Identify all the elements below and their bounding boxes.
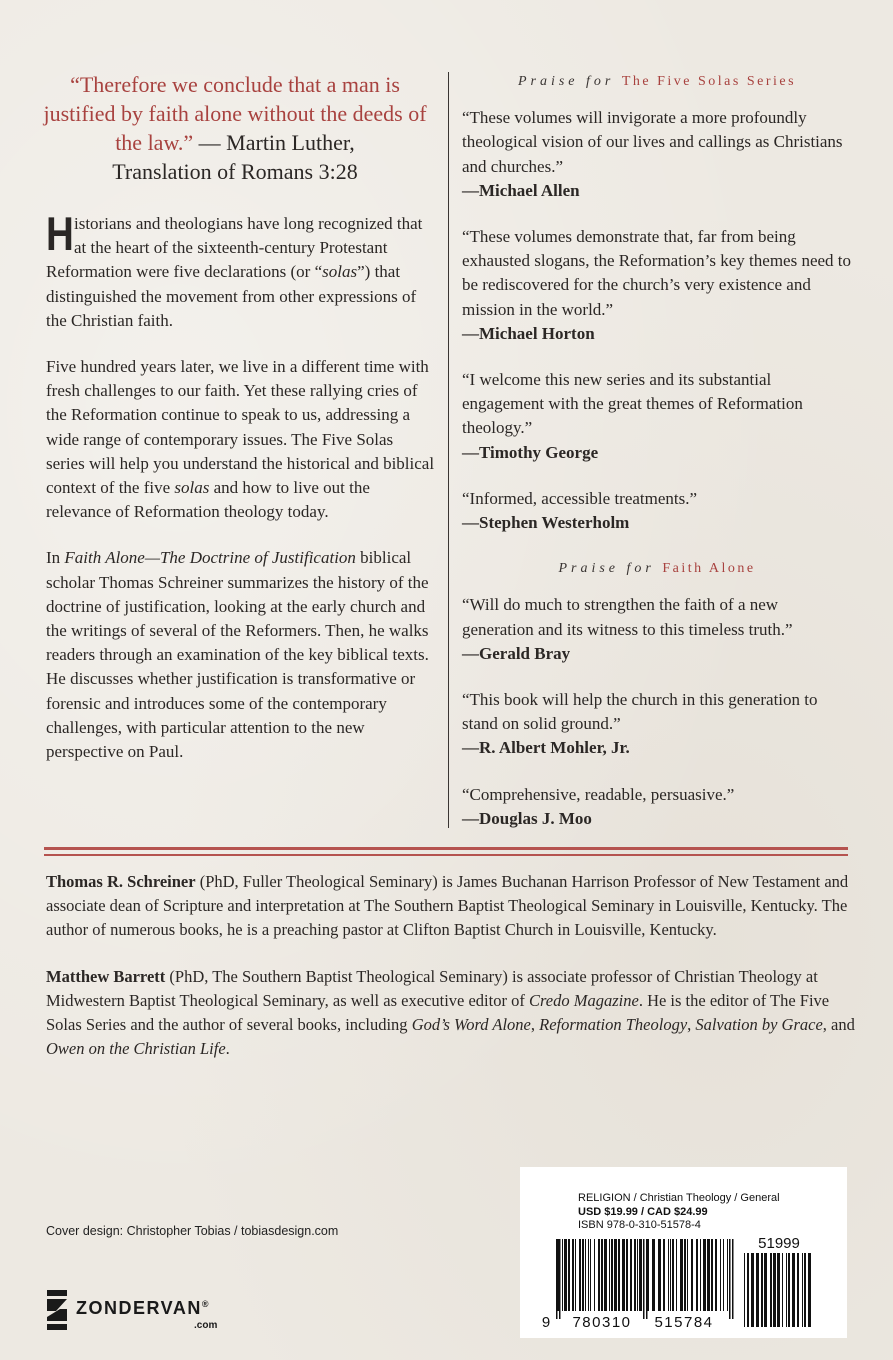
barcode-bar <box>626 1239 628 1311</box>
barcode-bar <box>711 1239 713 1311</box>
barcode-bar <box>670 1239 671 1311</box>
publisher-domain: .com <box>194 1320 218 1331</box>
barcode-digits-right: 515784 <box>654 1314 714 1331</box>
author-bios <box>46 870 856 1083</box>
intro-paragraph-2: Five hundred years later, we live in a different time with fresh challenges to our faith. Yet these rallying cries of the Reformation continue to speak to us, addressing a wide range of contemporary issues. The Five Solas series will help you understand the historical and biblical context of the five solas and how to live out the relevance of Reformation theology today. <box>46 357 435 522</box>
barcode-bar <box>715 1239 717 1311</box>
barcode-guard-bar <box>556 1239 558 1319</box>
barcode-bar <box>747 1253 749 1327</box>
barcode-bar <box>792 1253 795 1327</box>
barcode-bar <box>770 1253 772 1327</box>
barcode-guard-bar <box>646 1239 648 1319</box>
barcode-bar <box>703 1239 706 1311</box>
barcode-graphic <box>536 1235 836 1331</box>
drop-cap: H <box>46 207 74 260</box>
praise-book-heading: Praise for Faith Alone <box>558 561 756 577</box>
epigraph <box>40 70 430 186</box>
praise-quote: “These volumes will invigorate a more profoundly theological vision of our lives and callings as Christians and churches.” —Michael Allen <box>462 108 843 200</box>
praise-quote: “Comprehensive, readable, persuasive.” —Douglas J. Moo <box>462 784 735 828</box>
barcode-panel <box>520 1167 847 1338</box>
barcode-bar <box>568 1239 570 1311</box>
barcode-guard-bar <box>559 1239 561 1319</box>
barcode-bar <box>691 1239 693 1311</box>
barcode-guard-bar <box>732 1239 734 1319</box>
zondervan-logo-icon <box>46 1290 72 1330</box>
epigraph-quote: “Therefore we conclude that a man is justified by faith alone without the deeds of the law.” <box>43 72 427 155</box>
isbn-label: ISBN 978-0-310-51578-4 <box>578 1219 701 1231</box>
publisher-name: ZONDERVAN® <box>76 1298 210 1318</box>
barcode-bar <box>723 1239 724 1311</box>
barcode-bar <box>808 1253 811 1327</box>
barcode-bar <box>687 1239 688 1311</box>
barcode-bar <box>579 1239 581 1311</box>
barcode-bar <box>611 1239 613 1311</box>
epigraph-source: Translation of Romans 3:28 <box>112 159 358 184</box>
barcode-bar <box>618 1239 620 1311</box>
barcode-bar <box>652 1239 655 1311</box>
barcode-bar <box>764 1253 767 1327</box>
praise-column <box>462 70 852 853</box>
barcode-bar <box>598 1239 600 1311</box>
publisher-logo <box>46 1290 218 1335</box>
isbn-barcode-bars <box>556 1239 734 1319</box>
praise-quote: “These volumes demonstrate that, far from being exhausted slogans, the Reformation’s key themes need to be rediscovered for the church’s very existence and mission in the world.” —Michael Horton <box>462 227 852 343</box>
description <box>46 207 436 786</box>
barcode-bar <box>564 1239 567 1311</box>
barcode-bar <box>684 1239 686 1311</box>
barcode-bar <box>786 1253 787 1327</box>
price-label: USD $19.99 / CAD $24.99 <box>578 1205 708 1218</box>
barcode-bar <box>676 1239 677 1311</box>
barcode-bar <box>672 1239 674 1311</box>
barcode-first-digit: 9 <box>541 1314 551 1331</box>
author-bio: Matthew Barrett (PhD, The Southern Baptist Theological Seminary) is associate professor of Christian Theology at Midwestern Baptist Theological Seminary, as well as executive editor of Credo Magazine. He is the editor of The Five Solas Series and the author of several books, including God’s Word Alone, Reformation Theology, Salvation by Grace, and Owen on the Christian Life. <box>46 966 855 1059</box>
praise-quote: “This book will help the church in this generation to stand on solid ground.” —R. Albert Mohler, Jr. <box>462 690 818 758</box>
barcode-bar <box>575 1239 576 1311</box>
barcode-bar <box>727 1239 728 1311</box>
barcode-bar <box>590 1239 591 1311</box>
barcode-bar <box>588 1239 589 1311</box>
barcode-bar <box>622 1239 625 1311</box>
barcode-bar <box>804 1253 806 1327</box>
barcode-bar <box>658 1239 661 1311</box>
barcode-bar <box>639 1239 642 1311</box>
column-divider <box>448 72 449 828</box>
barcode-bar <box>663 1239 665 1311</box>
barcode-bar <box>594 1239 595 1311</box>
section-rule <box>44 847 848 850</box>
intro-paragraph-3: In Faith Alone—The Doctrine of Justification biblical scholar Thomas Schreiner summarizes the history of the doctrine of justification, looking at the early church and the writings of several of the Reformers. Then, he walks readers through an examination of the key biblical texts. He discusses whether justification is transformative or forensic and introduces some of the contemporary challenges, with particular attention to the new perspective on Paul. <box>46 548 429 762</box>
barcode-bar <box>777 1253 780 1327</box>
author-bio: Thomas R. Schreiner (PhD, Fuller Theological Seminary) is James Buchanan Harrison Professor of New Testament and associate dean of Scripture and interpretation at The Southern Baptist Theological Seminary in Louisville, Kentucky. The author of numerous books, he is a preaching pastor at Clifton Baptist Church in Louisville, Kentucky. <box>46 872 849 940</box>
barcode-bar <box>751 1253 754 1327</box>
barcode-bar <box>582 1239 584 1311</box>
epigraph-attribution: — Martin Luther, <box>198 130 355 155</box>
praise-quote: “Informed, accessible treatments.” —Stephen Westerholm <box>462 488 698 533</box>
section-rule <box>44 854 848 856</box>
barcode-bar <box>609 1239 610 1311</box>
barcode-bar <box>720 1239 721 1311</box>
barcode-info <box>578 1192 780 1233</box>
barcode-bar <box>773 1253 776 1327</box>
barcode-bar <box>637 1239 638 1311</box>
barcode-bar <box>700 1239 701 1311</box>
intro-paragraph-1: Historians and theologians have long recognized that at the heart of the sixteenth-century Protestant Reformation were five declarations (or “solas”) that distinguished the movement from other expressions of the Christian faith. <box>46 207 423 330</box>
barcode-bar <box>668 1239 669 1311</box>
barcode-bar <box>788 1253 790 1327</box>
barcode-guard-bar <box>643 1239 645 1319</box>
price-barcode-bars <box>744 1253 811 1327</box>
barcode-bar <box>707 1239 710 1311</box>
barcode-bar <box>601 1239 603 1311</box>
praise-quote: “Will do much to strengthen the faith of a new generation and its witness to this timeless truth.” —Gerald Bray <box>462 595 793 663</box>
barcode-bar <box>761 1253 763 1327</box>
barcode-bar <box>744 1253 745 1327</box>
barcode-bar <box>756 1253 759 1327</box>
barcode-bar <box>797 1253 799 1327</box>
barcode-bar <box>614 1239 617 1311</box>
category-label: RELIGION / Christian Theology / General <box>578 1192 780 1204</box>
barcode-bar <box>634 1239 636 1311</box>
barcode-bar <box>562 1239 563 1311</box>
price-code-digits: 51999 <box>758 1235 800 1252</box>
barcode-bar <box>630 1239 632 1311</box>
cover-design-credit: Cover design: Christopher Tobias / tobiasdesign.com <box>46 1224 339 1238</box>
barcode-bar <box>604 1239 607 1311</box>
barcode-bar <box>802 1253 803 1327</box>
barcode-bar <box>680 1239 683 1311</box>
barcode-bar <box>585 1239 586 1311</box>
praise-quote: “I welcome this new series and its substantial engagement with the great themes of Reformation theology.” —Timothy George <box>462 370 803 462</box>
barcode-digits-left: 780310 <box>572 1314 632 1331</box>
barcode-guard-bar <box>729 1239 731 1319</box>
praise-series-heading: Praise for The Five Solas Series <box>517 74 797 89</box>
barcode-bar <box>696 1239 698 1311</box>
barcode-bar <box>572 1239 574 1311</box>
barcode-bar <box>782 1253 783 1327</box>
